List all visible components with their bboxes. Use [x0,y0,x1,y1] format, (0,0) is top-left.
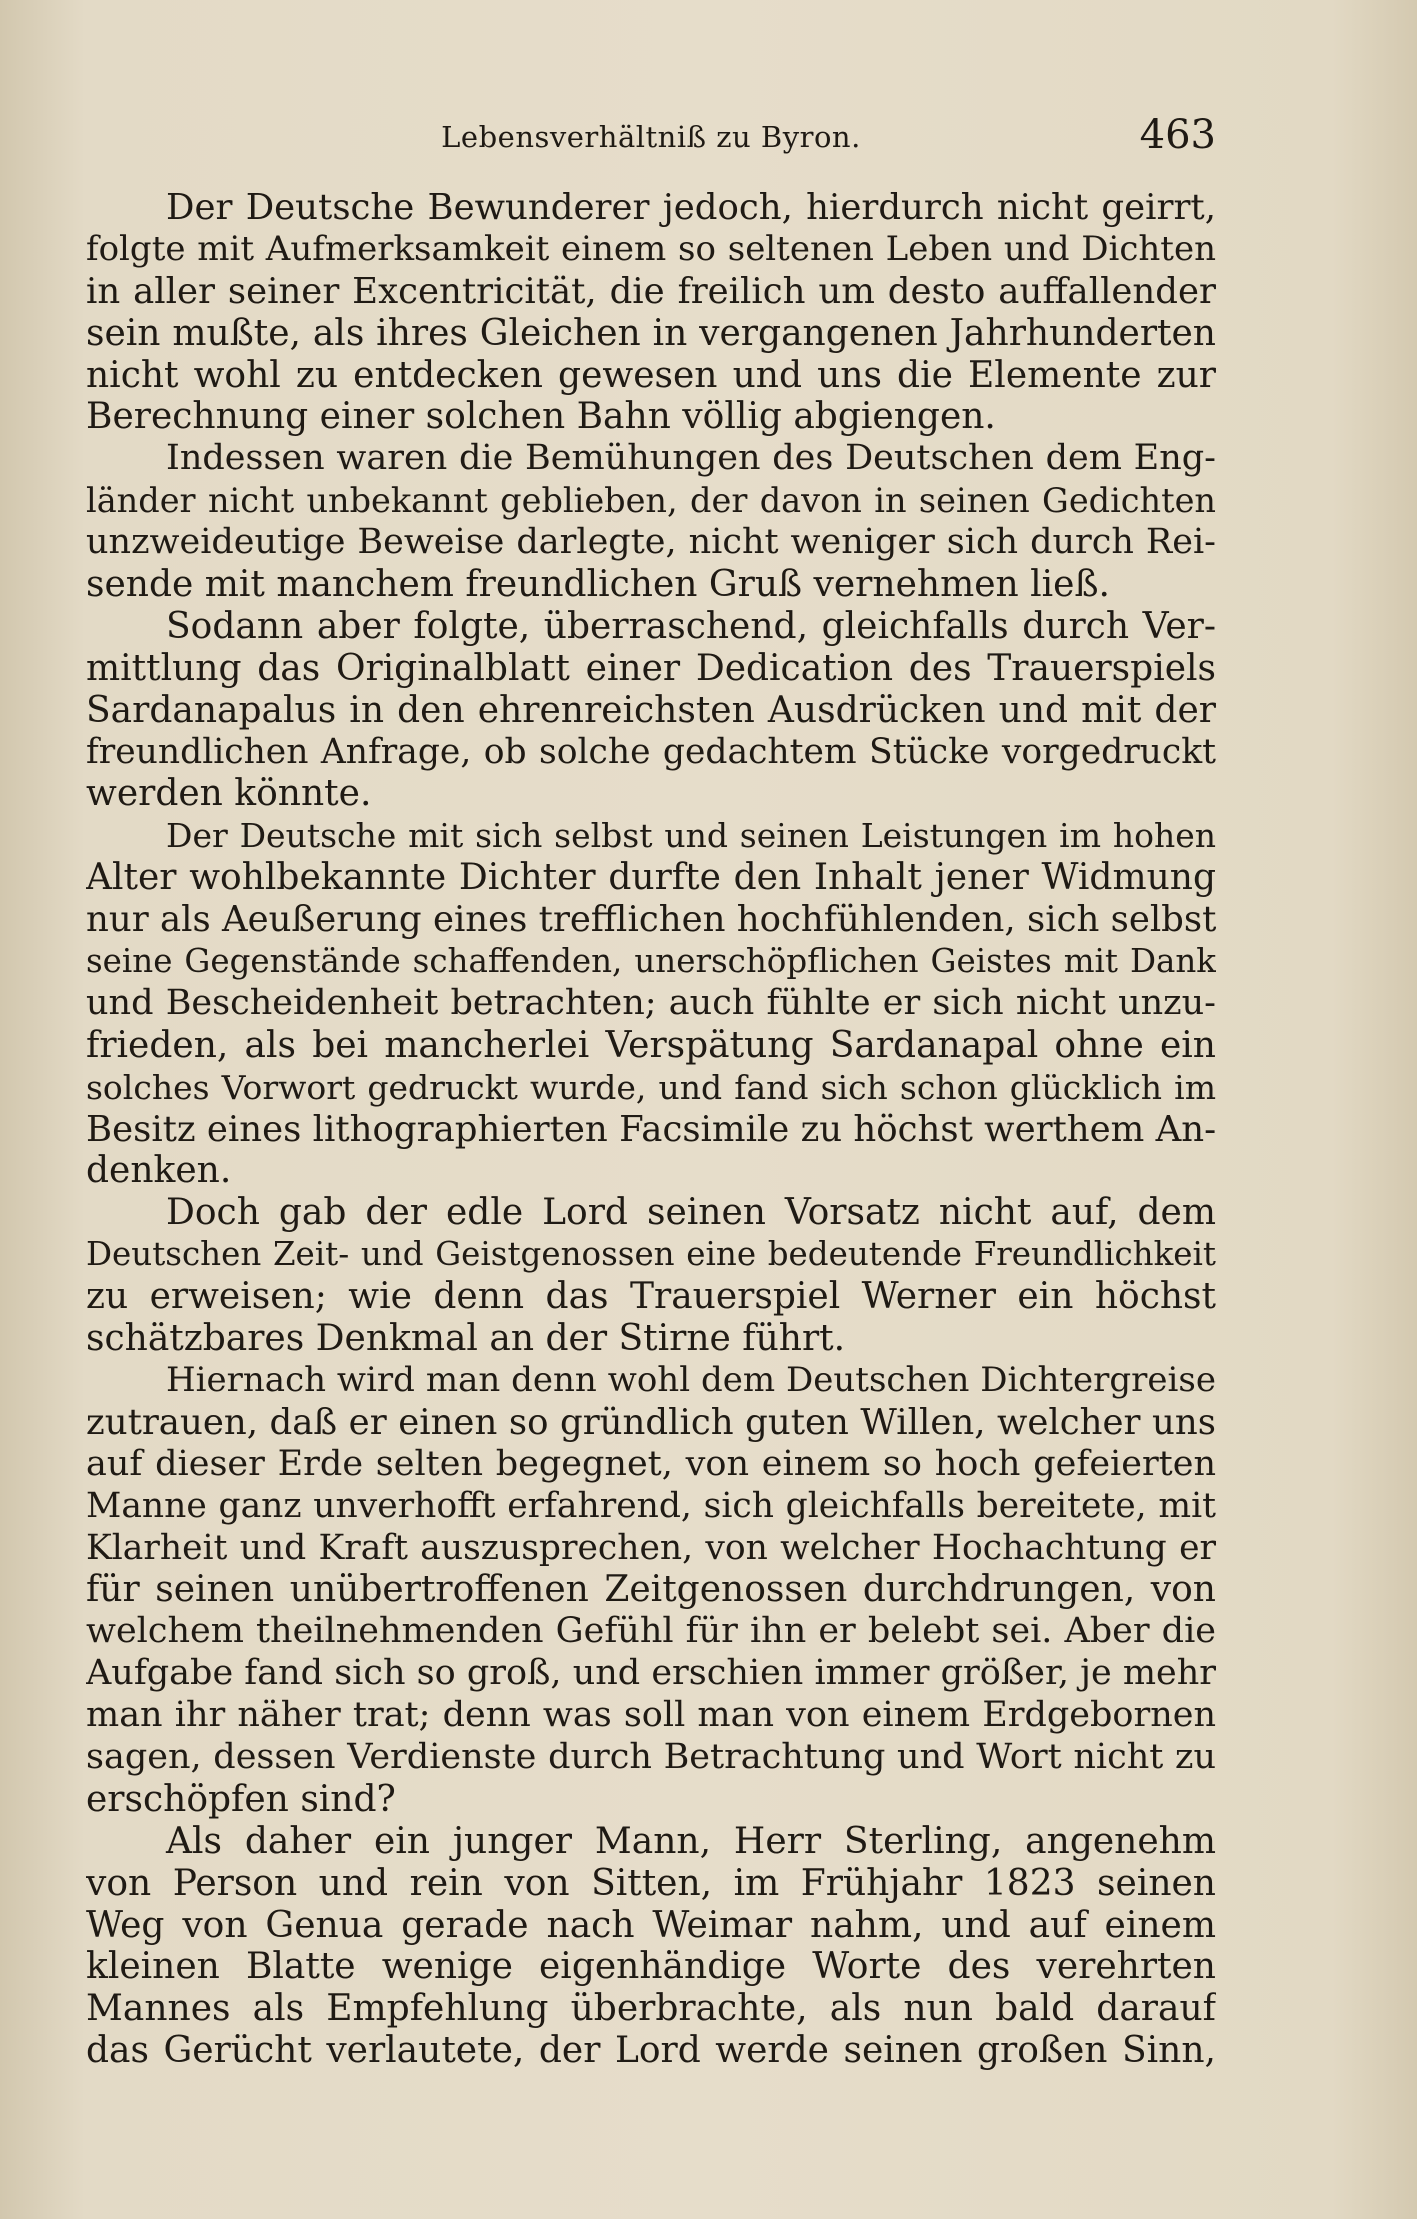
text-line: unzweideutige Beweise darlegte, nicht weniger sich durch Rei- [86,522,1216,563]
text-line: Besitz eines lithographierten Facsimile zu höchst werthem An- [86,1108,1216,1150]
text-line: nur als Aeußerung eines trefflichen hochfühlenden, sich selbst [86,899,1216,941]
text-line: Aufgabe fand sich so groß, und erschien immer größer, je mehr [86,1653,1216,1694]
text-line: Der Deutsche mit sich selbst und seinen Leistungen im hohen [166,816,1216,856]
text-line: nicht wohl zu entdecken gewesen und uns die Elemente zur [86,354,1216,396]
text-line: folgte mit Aufmerksamkeit einem so seltenen Leben und Dichten [86,228,1216,269]
running-title: Lebensverhältniß zu Byron. [441,120,861,154]
text-line: zu erweisen; wie denn das Trauerspiel Werner ein höchst [86,1276,1216,1318]
text-line: sein mußte, als ihres Gleichen in vergangenen Jahrhunderten [86,312,1216,354]
text-line: mittlung das Originalblatt einer Dedication des Trauerspiels [86,647,1216,689]
text-line: Mannes als Empfehlung überbrachte, als nun bald darauf [86,1988,1216,2030]
text-line: Sodann aber folgte, überraschend, gleichfalls durch Ver- [166,605,1216,647]
text-line: auf dieser Erde selten begegnet, von einem so hoch gefeierten [86,1443,1216,1484]
text-line: zutrauen, daß er einen so gründlich guten Willen, welcher uns [86,1401,1216,1443]
page-number: 463 [1139,112,1216,158]
text-line: solches Vorwort gedruckt wurde, und fand sich schon glücklich im [86,1067,1216,1107]
text-line: Sardanapalus in den ehrenreichsten Ausdrücken und mit der [86,689,1216,731]
text-line: schätzbares Denkmal an der Stirne führt. [86,1318,846,1360]
text-line: Deutschen Zeit- und Geistgenossen eine bedeutende Freundlichkeit [86,1235,1216,1274]
text-line: freundlichen Anfrage, ob solche gedachtem Stücke vorgedruckt [86,731,1216,772]
text-line: Der Deutsche Bewunderer jedoch, hierdurch nicht geirrt, [166,187,1216,228]
text-line: kleinen Blatte wenige eigenhändige Worte des verehrten [86,1946,1216,1988]
text-line: Berechnung einer solchen Bahn völlig abgiengen. [86,396,996,438]
text-line: man ihr näher trat; denn was soll man von einem Erdgebornen [86,1695,1216,1736]
text-line: sende mit manchem freundlichen Gruß vernehmen ließ. [86,564,1110,606]
text-line: Hiernach wird man denn wohl dem Deutschen Dichtergreise [166,1359,1216,1400]
text-line: werden könnte. [86,773,372,815]
text-line: länder nicht unbekannt geblieben, der davon in seinen Gedichten [86,481,1216,521]
text-line: seine Gegenstände schaffenden, unerschöpflichen Geistes mit Dank [86,942,1216,981]
text-line: Alter wohlbekannte Dichter durfte den Inhalt jener Widmung [86,857,1216,899]
body-text [86,187,1216,2072]
text-line: Weg von Genua gerade nach Weimar nahm, und auf einem [86,1904,1216,1946]
text-line: erschöpfen sind? [86,1778,396,1820]
text-line: für seinen unübertroffenen Zeitgenossen durchdrungen, von [86,1569,1216,1611]
text-line: Doch gab der edle Lord seinen Vorsatz nicht auf, dem [166,1192,1216,1234]
text-line: das Gerücht verlautete, der Lord werde seinen großen Sinn, [86,2030,1216,2072]
page-header [86,112,1216,172]
text-line: denken. [86,1150,232,1192]
text-line: von Person und rein von Sitten, im Frühjahr 1823 seinen [86,1862,1216,1904]
text-line: sagen, dessen Verdienste durch Betrachtung und Wort nicht zu [86,1736,1216,1777]
text-line: in aller seiner Excentricität, die freilich um desto auffallender [86,270,1216,312]
text-line: Klarheit und Kraft auszusprechen, von welcher Hochachtung er [86,1527,1216,1568]
text-line: Manne ganz unverhofft erfahrend, sich gleichfalls bereitete, mit [86,1485,1216,1526]
text-line: Indessen waren die Bemühungen des Deutschen dem Eng- [166,438,1216,479]
text-line: Als daher ein junger Mann, Herr Sterling, angenehm [166,1820,1216,1862]
text-line: und Bescheidenheit betrachten; auch fühlte er sich nicht unzu- [86,982,1216,1023]
text-line: welchem theilnehmenden Gefühl für ihn er belebt sei. Aber die [86,1611,1216,1652]
text-line: frieden, als bei mancherlei Verspätung Sardanapal ohne ein [86,1024,1216,1066]
